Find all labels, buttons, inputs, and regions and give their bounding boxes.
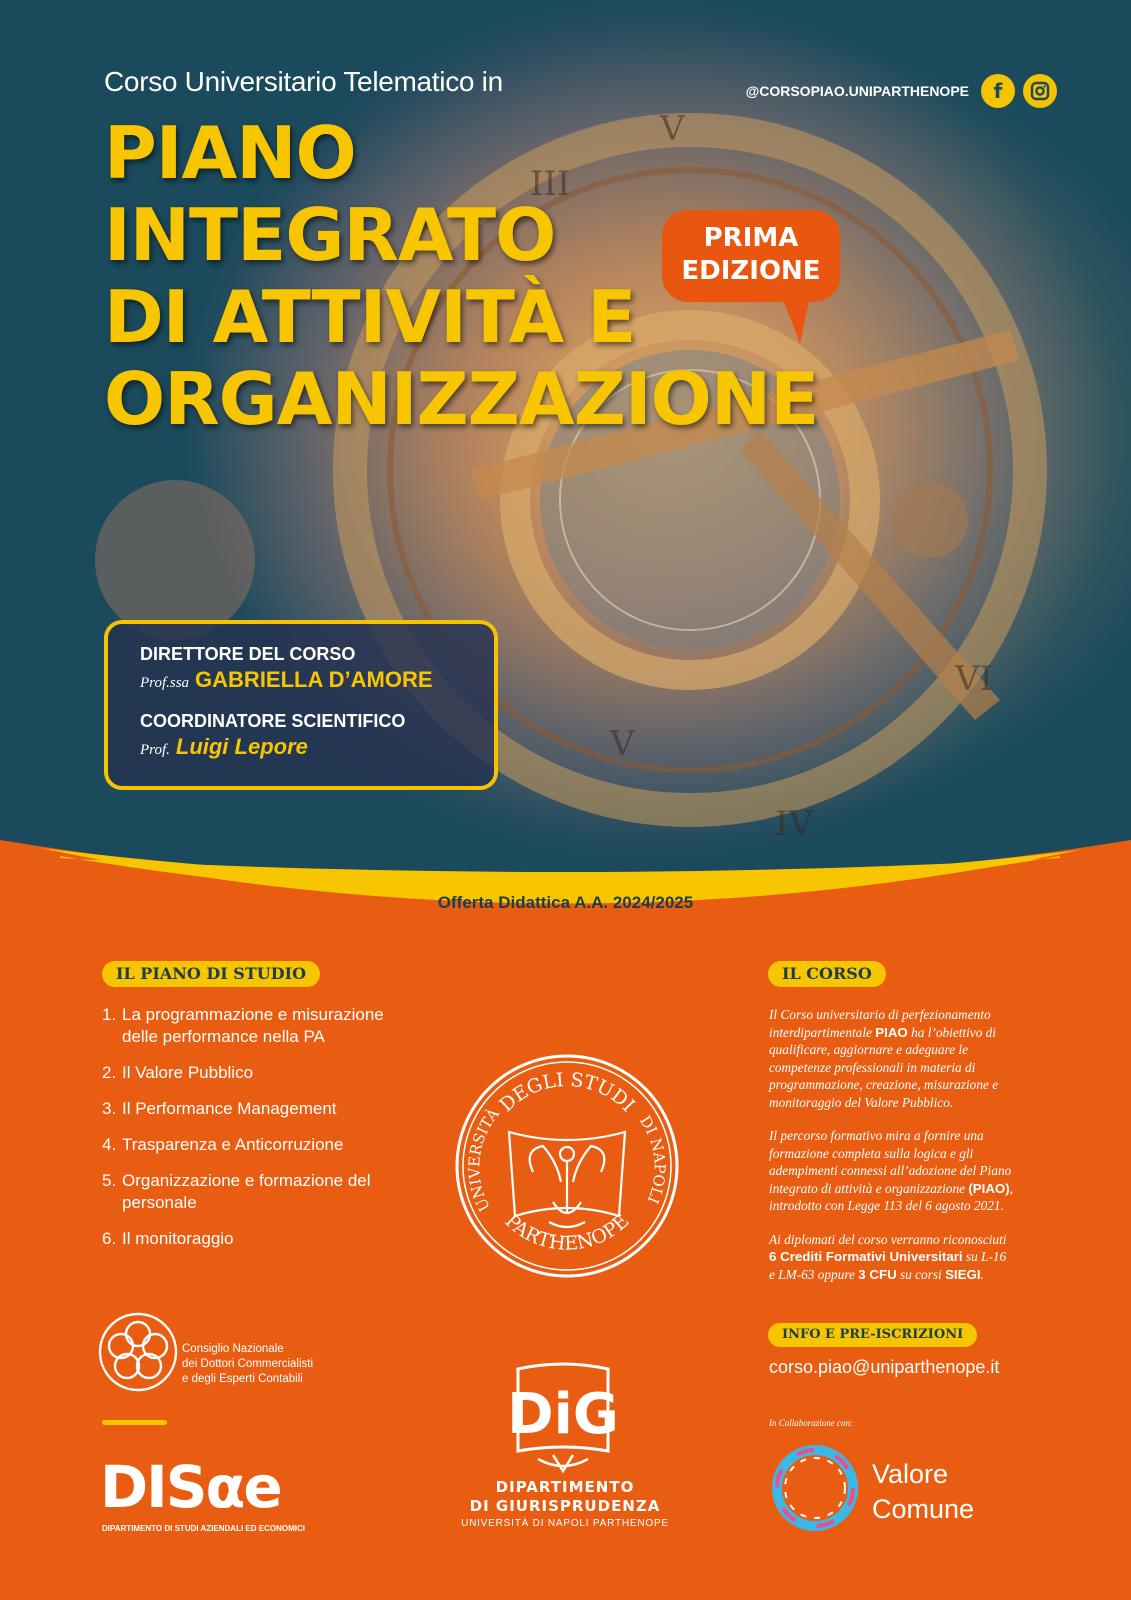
academic-year-offer: Offerta Didattica A.A. 2024/2025 — [437, 893, 694, 912]
university-seal — [453, 1052, 681, 1280]
list-item: 4. Trasparenza e Anticorruzione — [102, 1135, 344, 1154]
coordinator-prefix: Prof. — [140, 742, 170, 758]
dig-mark: DiG — [507, 1382, 619, 1447]
seal-bottom-text: PARTHENOPE — [500, 1209, 634, 1255]
collaboration-label: In Collaborazione con: — [769, 1418, 853, 1428]
course-description — [769, 1006, 1014, 1299]
svg-text:VI: VI — [955, 659, 993, 699]
facebook-icon[interactable]: f — [981, 74, 1015, 108]
seal-top-text: DEGLI STUDI — [495, 1068, 640, 1117]
list-item: 6. Il monitoraggio — [102, 1229, 234, 1248]
seal-left-text: UNIVERSITÀ — [465, 1104, 503, 1215]
siren-emblem-icon — [509, 1132, 625, 1227]
director-name: GABRIELLA D’AMORE — [195, 667, 433, 692]
offer-banner — [0, 840, 1131, 940]
course-people-box — [104, 620, 498, 790]
course-heading: IL CORSO — [768, 961, 886, 987]
cndc-name: Consiglio Nazionale dei Dottori Commercialisti e degli Esperti Contabili — [182, 1343, 314, 1385]
coordinator-name: Luigi Lepore — [175, 734, 308, 759]
course-paragraph-1: Il Corso universitario di perfezionamento interdipartimentale PIAO ha l’obiettivo di qualificare, aggiornare e adeguare le competenze professionali in materia di programmazione, creazione, misurazione e monitoraggio del Valore Pubblico. — [769, 1007, 999, 1110]
badge-line: PRIMA — [703, 223, 799, 253]
title-line: PIANO — [104, 111, 356, 195]
course-paragraph-2: Il percorso formativo mira a fornire una formazione completa sulla logica e gli adempimenti connessi all’adozione del Piano integrato di attività e organizzazione (PIAO), introdotto con Legge 113 del 6 agosto 2021. — [769, 1128, 1014, 1213]
svg-text:UNIVERSITÀ — [465, 1105, 503, 1214]
disae-logo: DISαe — [100, 1453, 281, 1521]
course-kicker: Corso Universitario Telematico in — [104, 66, 503, 97]
title-line: ORGANIZZAZIONE — [104, 357, 819, 441]
svg-text:III: III — [530, 164, 571, 204]
contact-email-link[interactable]: corso.piao@uniparthenope.it — [769, 1357, 1000, 1377]
valore-comune-name: Valore Comune — [872, 1459, 975, 1524]
list-item: 1. La programmazione e misurazione delle performance nella PA — [102, 1005, 384, 1046]
director-role: DIRETTORE DEL CORSO — [140, 644, 356, 664]
svg-text:DEGLI STUDI — [495, 1069, 639, 1116]
course-paragraph-3: Ai diplomati del corso verranno riconosciuti 6 Crediti Formativi Universitari su L-16 e LM-63 oppure 3 CFU su corsi SIEGI. — [769, 1231, 1007, 1282]
svg-text:IV: IV — [775, 804, 813, 844]
list-item: 3. Il Performance Management — [102, 1099, 337, 1118]
first-edition-badge — [662, 210, 840, 302]
study-plan-heading: IL PIANO DI STUDIO — [102, 961, 320, 987]
divider — [102, 1420, 167, 1425]
study-plan-list — [102, 1004, 422, 1264]
disae-subtitle: DIPARTIMENTO DI STUDI AZIENDALI ED ECONOMICI — [102, 1524, 305, 1533]
list-item: 2. Il Valore Pubblico — [102, 1063, 254, 1082]
badge-tail — [782, 296, 810, 344]
title-line: INTEGRATO — [104, 193, 556, 277]
dig-department-name: DIPARTIMENTO DI GIURISPRUDENZA — [469, 1478, 661, 1515]
social-handle[interactable]: @CORSOPIAO.UNIPARTHENOPE — [745, 83, 969, 99]
info-heading: INFO E PRE-ISCRIZIONI — [768, 1323, 977, 1347]
director-prefix: Prof.ssa — [140, 675, 190, 691]
badge-line: EDIZIONE — [681, 256, 821, 286]
instagram-icon[interactable] — [1023, 74, 1057, 108]
svg-text:V: V — [610, 724, 635, 764]
seal-right-text: DI NAPOLI — [636, 1112, 669, 1207]
svg-text:V: V — [660, 109, 685, 149]
cndc-flower-icon — [96, 1310, 180, 1394]
dig-logo — [498, 1355, 628, 1475]
dig-university: UNIVERSITÀ DI NAPOLI PARTHENOPE — [461, 1518, 669, 1529]
svg-text:PARTHENOPE — [501, 1210, 634, 1255]
title-line: DI ATTIVITÀ E — [104, 275, 636, 359]
valore-comune-ring-icon — [767, 1440, 863, 1536]
list-item: 5. Organizzazione e formazione del personale — [102, 1171, 371, 1212]
social-bar — [746, 74, 1057, 108]
coordinator-role: COORDINATORE SCIENTIFICO — [140, 711, 406, 731]
